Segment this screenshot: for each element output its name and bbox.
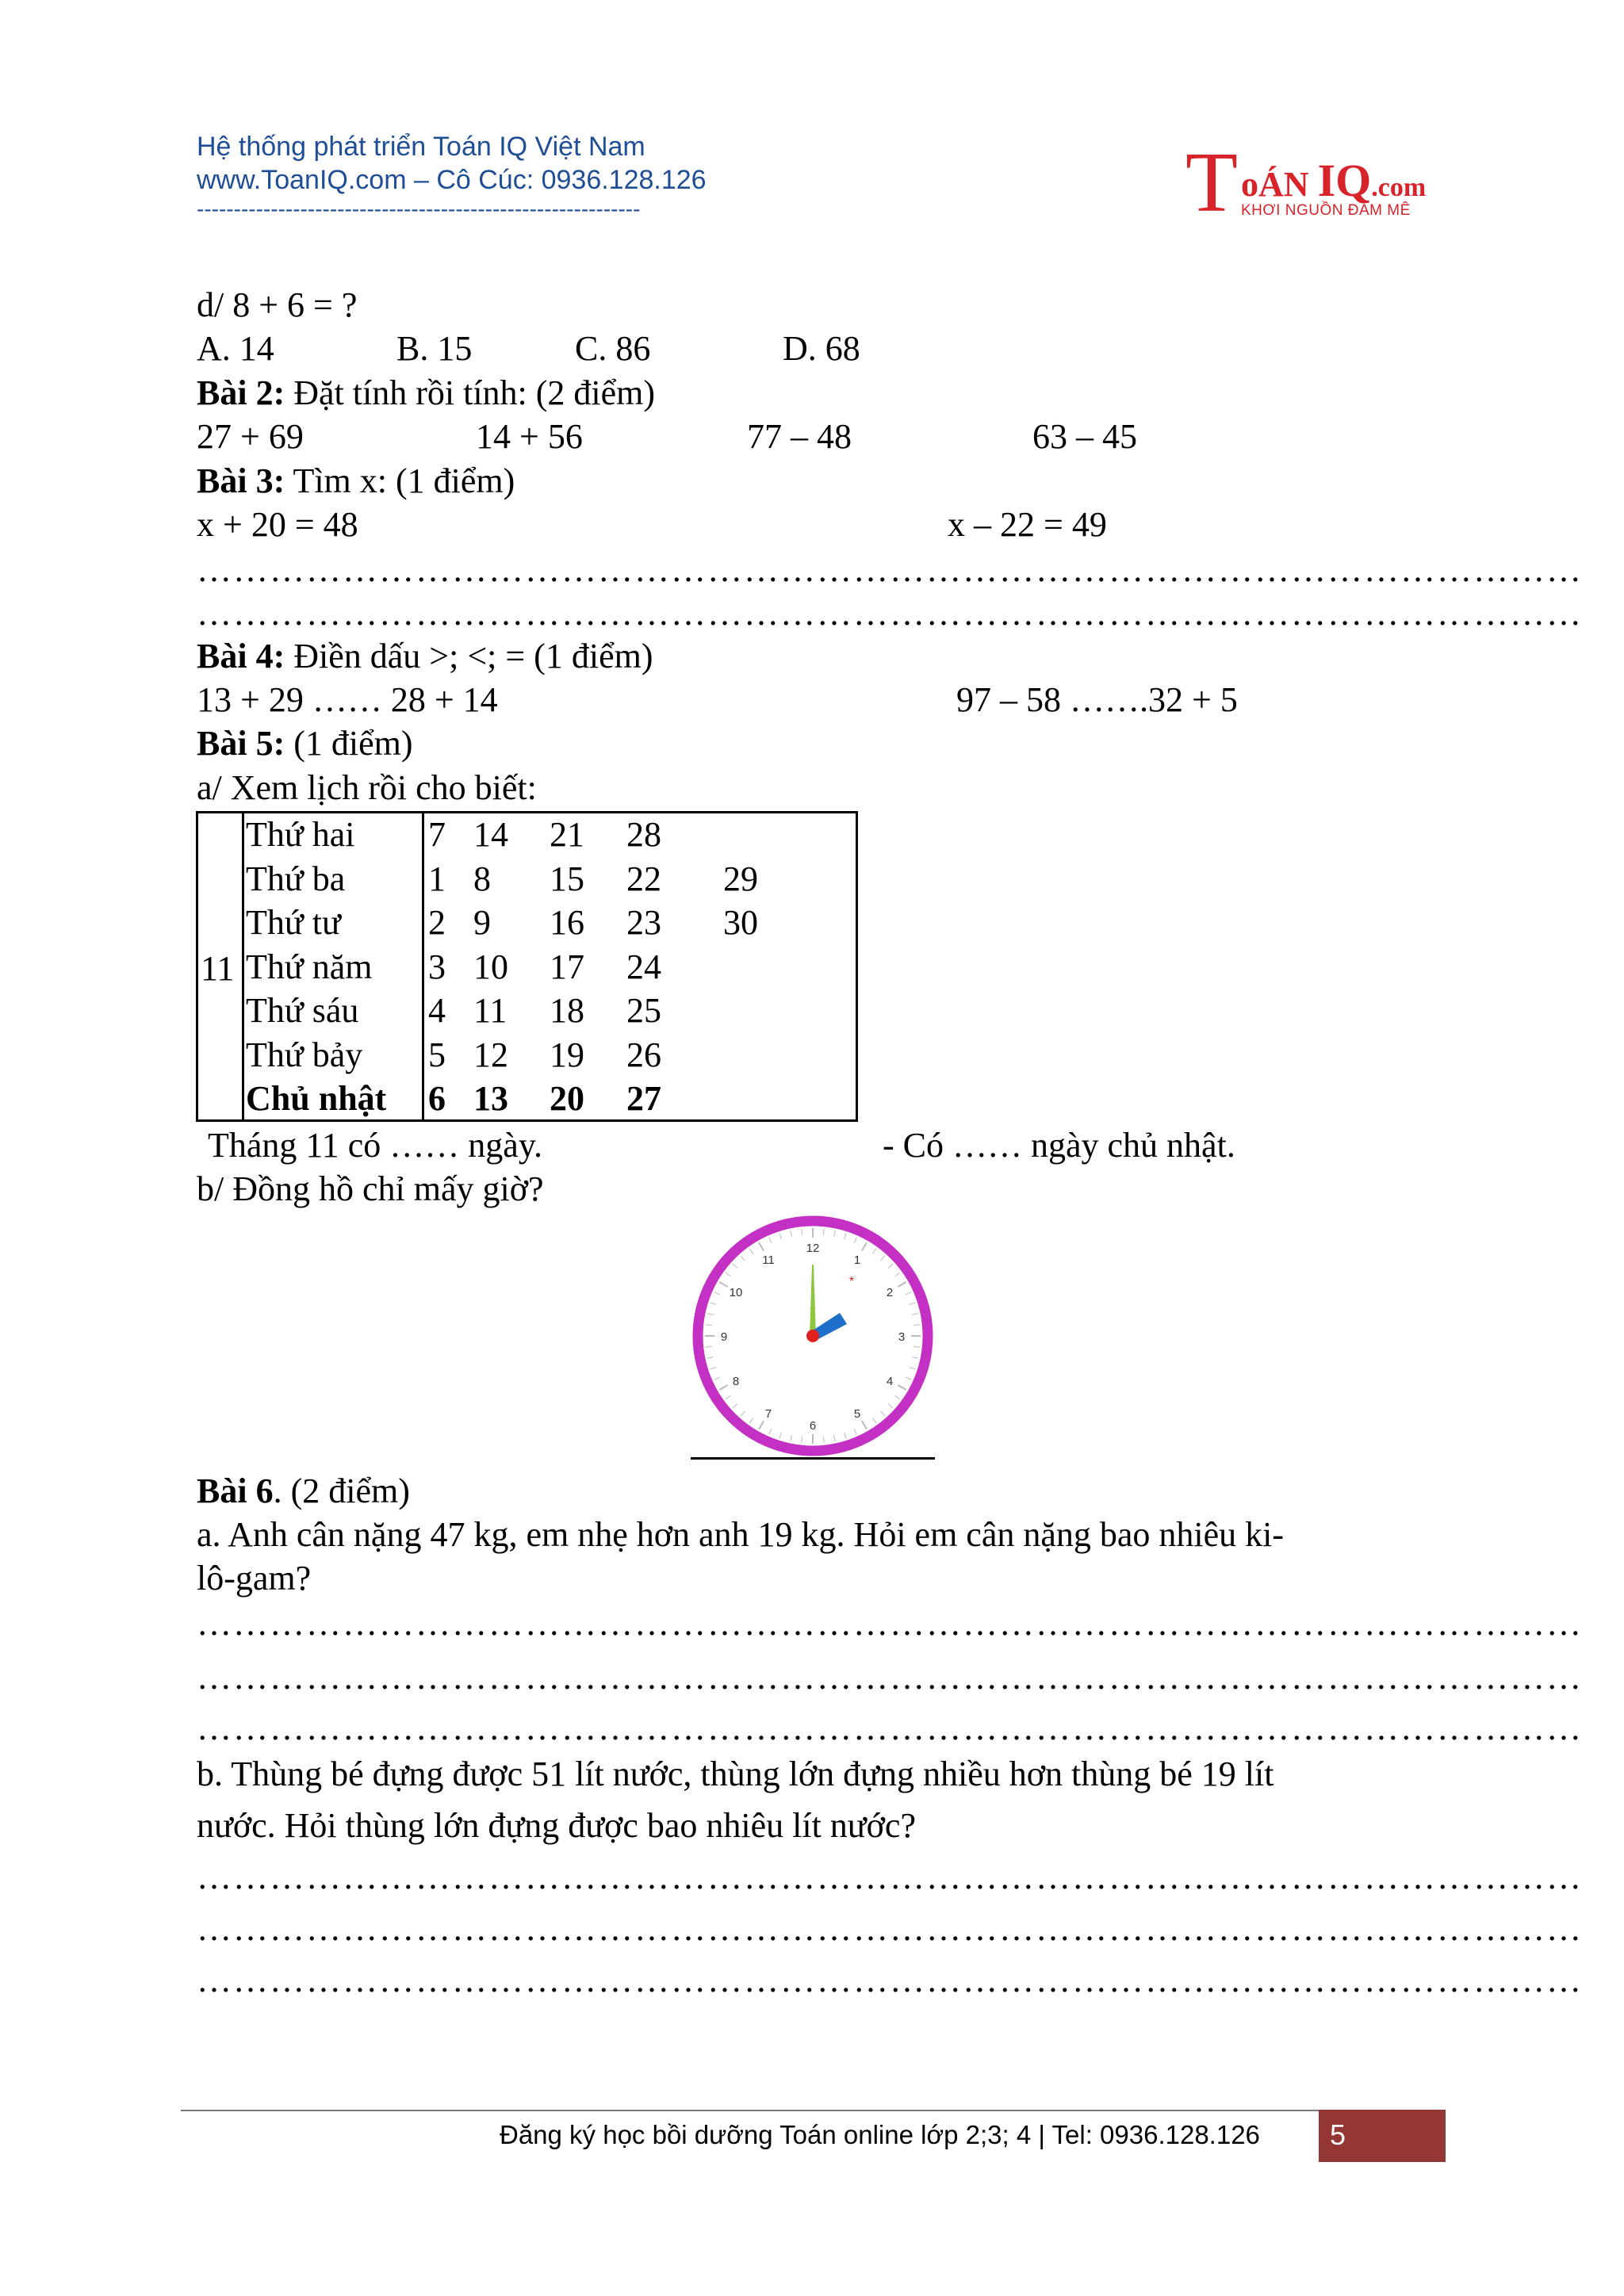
- calendar-date: 14: [473, 815, 508, 854]
- answer-dotted-line: ……………………………………………………………………………………………………: [197, 1658, 1583, 1697]
- answer-dotted-line: ……………………………………………………………………………………………………: [197, 1858, 1583, 1896]
- analog-clock: [690, 1213, 936, 1459]
- calendar-date: 23: [626, 903, 661, 942]
- logo-word-com: .com: [1371, 173, 1427, 202]
- bai2-item: 27 + 69: [197, 417, 304, 456]
- calendar-day-name: Chủ nhật: [246, 1079, 387, 1118]
- bai2-heading: [197, 373, 656, 412]
- bai4-comparison-1: 13 + 29 …… 28 + 14: [197, 680, 498, 719]
- bai6-a-line-2: lô-gam?: [197, 1559, 312, 1598]
- calendar-date: 3: [428, 947, 446, 986]
- calendar-day-name: Thứ hai: [246, 815, 355, 854]
- bai3-heading: [197, 461, 515, 500]
- bai6-b-line-2: nước. Hỏi thùng lớn đựng được bao nhiêu lít nước?: [197, 1806, 916, 1845]
- page-number: 5: [1330, 2118, 1346, 2151]
- bai4-title: Điền dấu >; <; = (1 điểm): [285, 637, 653, 675]
- clock-number: 7: [764, 1406, 772, 1421]
- bai5-part-b: b/ Đồng hồ chỉ mấy giờ?: [197, 1169, 544, 1208]
- clock-number: 10: [729, 1286, 743, 1299]
- header-title: Hệ thống phát triển Toán IQ Việt Nam: [197, 132, 645, 162]
- bai2-item: 77 – 48: [747, 417, 852, 456]
- calendar-date: 8: [473, 859, 491, 898]
- calendar-date: 19: [550, 1035, 584, 1074]
- footer-text: Đăng ký học bồi dưỡng Toán online lớp 2;3; 4 | Tel: 0936.128.126: [500, 2120, 1260, 2149]
- calendar-divider: [242, 813, 244, 1119]
- bai4-heading: [197, 639, 653, 674]
- logo-tagline: KHƠI NGUỒN ĐAM MÊ: [1241, 202, 1411, 219]
- calendar-date: 20: [550, 1079, 584, 1118]
- calendar-day-name: Thứ ba: [246, 859, 346, 898]
- page-number-box: [1319, 2110, 1446, 2162]
- bai3-equation-2: x – 22 = 49: [948, 505, 1107, 544]
- bai6-a-line-1: a. Anh cân nặng 47 kg, em nhẹ hơn anh 19 kg. Hỏi em cân nặng bao nhiêu ki-: [197, 1515, 1285, 1554]
- bai2-item: 63 – 45: [1032, 417, 1137, 456]
- bai6-label: Bài 6: [197, 1471, 274, 1510]
- logo-wordmark: [1241, 155, 1427, 206]
- calendar-date: 25: [626, 991, 661, 1030]
- clock-number: 11: [762, 1253, 775, 1268]
- clock-number: 8: [732, 1375, 740, 1388]
- bai2-label: Bài 2:: [197, 373, 285, 412]
- header-contact: www.ToanIQ.com – Cô Cúc: 0936.128.126: [197, 165, 707, 195]
- calendar-date: 1: [428, 859, 446, 898]
- calendar-date: 17: [550, 947, 584, 986]
- option-c: C. 86: [575, 329, 651, 368]
- bai5-fill-days: Tháng 11 có …… ngày.: [208, 1126, 542, 1165]
- calendar-date: 18: [550, 991, 584, 1030]
- calendar-table: [196, 811, 858, 1122]
- bai4-comparison-2: 97 – 58 …….32 + 5: [956, 680, 1238, 719]
- calendar-date: 24: [626, 947, 661, 986]
- calendar-date: 6: [428, 1079, 446, 1118]
- clock-center: [806, 1330, 819, 1342]
- clock-number: 1: [853, 1253, 861, 1268]
- answer-dotted-line: ……………………………………………………………………………………………………: [197, 1961, 1583, 1999]
- logo-word-toan: oÁN: [1241, 165, 1318, 204]
- calendar-date: 11: [473, 991, 508, 1030]
- footer-divider: [181, 2110, 1443, 2111]
- bai3-equation-1: x + 20 = 48: [197, 505, 358, 544]
- clock-number: 3: [898, 1330, 906, 1344]
- answer-dotted-line: ……………………………………………………………………………………………………: [197, 1909, 1583, 1948]
- toaniq-logo: [1185, 136, 1439, 230]
- bai6-b-line-1: b. Thùng bé đựng được 51 lít nước, thùng lớn đựng nhiều hơn thùng bé 19 lít: [197, 1755, 1274, 1793]
- calendar-date: 4: [428, 991, 446, 1030]
- calendar-date: 15: [550, 859, 584, 898]
- header-separator: ------------------------------------------------------------: [197, 197, 641, 221]
- answer-dotted-line: ……………………………………………………………………………………………………: [197, 1604, 1583, 1643]
- calendar-day-name: Thứ sáu: [246, 991, 359, 1030]
- bai4-label: Bài 4:: [197, 637, 285, 675]
- clock-red-mark: *: [848, 1275, 855, 1288]
- calendar-date: 9: [473, 903, 491, 942]
- calendar-date: 16: [550, 903, 584, 942]
- question-d: d/ 8 + 6 = ?: [197, 285, 358, 324]
- calendar-day-name: Thứ năm: [246, 947, 373, 986]
- bai5-label: Bài 5:: [197, 724, 285, 763]
- calendar-date: 12: [473, 1035, 508, 1074]
- bai5-heading: [197, 726, 413, 761]
- answer-dotted-line: ……………………………………………………………………………………………………: [197, 550, 1583, 589]
- calendar-date: 21: [550, 815, 584, 854]
- bai5-fill-sundays: - Có …… ngày chủ nhật.: [883, 1126, 1235, 1165]
- calendar-date: 5: [428, 1035, 446, 1074]
- logo-word-iq: IQ: [1317, 155, 1372, 206]
- bai3-label: Bài 3:: [197, 461, 285, 500]
- calendar-date: 27: [626, 1079, 661, 1118]
- clock-number: 5: [853, 1406, 861, 1421]
- calendar-date: 10: [473, 947, 508, 986]
- option-b: B. 15: [396, 329, 473, 368]
- calendar-date: 13: [473, 1079, 508, 1118]
- calendar-date: 28: [626, 815, 661, 854]
- clock-number: 4: [886, 1375, 894, 1388]
- calendar-date: 30: [723, 903, 758, 942]
- bai6-title: . (2 điểm): [273, 1471, 410, 1510]
- calendar-date: 2: [428, 903, 446, 942]
- clock-number: 2: [886, 1286, 894, 1299]
- option-a: A. 14: [197, 329, 274, 368]
- bai2-title: Đặt tính rồi tính: (2 điểm): [285, 373, 656, 412]
- calendar-month: 11: [201, 949, 235, 988]
- answer-dotted-line: ……………………………………………………………………………………………………: [197, 594, 1583, 633]
- bai6-heading: [197, 1471, 410, 1510]
- bai5-title: (1 điểm): [285, 724, 413, 763]
- calendar-divider: [422, 813, 424, 1119]
- answer-dotted-line: ……………………………………………………………………………………………………: [197, 1709, 1583, 1747]
- clock-number: 12: [806, 1242, 820, 1255]
- bai5-part-a: a/ Xem lịch rồi cho biết:: [197, 768, 537, 807]
- bai2-item: 14 + 56: [476, 417, 583, 456]
- calendar-date: 26: [626, 1035, 661, 1074]
- clock-answer-line: [691, 1457, 935, 1460]
- logo-letter-t: T: [1185, 136, 1238, 230]
- calendar-date: 7: [428, 815, 446, 854]
- calendar-day-name: Thứ tư: [246, 903, 341, 942]
- calendar-date: 29: [723, 859, 758, 898]
- calendar-date: 22: [626, 859, 661, 898]
- bai3-title: Tìm x: (1 điểm): [285, 461, 515, 500]
- option-d: D. 68: [783, 329, 860, 368]
- clock-number: 6: [809, 1419, 817, 1433]
- calendar-day-name: Thứ bảy: [246, 1035, 363, 1074]
- clock-number: 9: [720, 1330, 728, 1344]
